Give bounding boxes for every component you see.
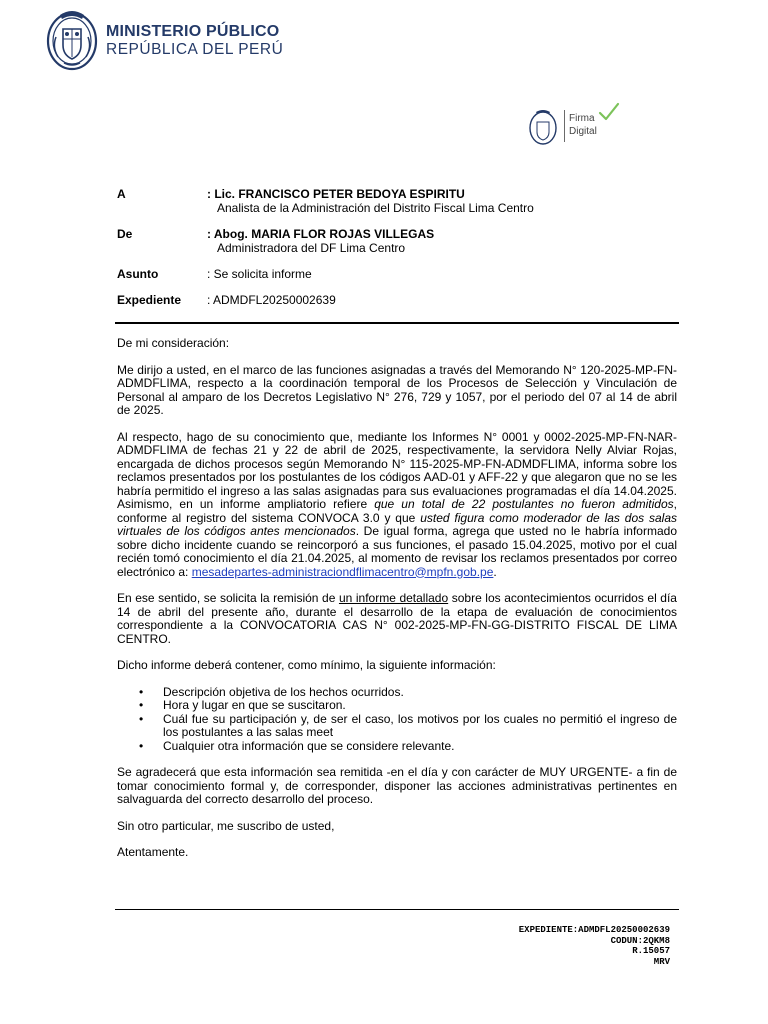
digital-label: Digital: [569, 126, 597, 137]
paragraph-3: En ese sentido, se solicita la remisión de un informe detallado sobre los acontecimientos ocurridos el día 14 de abril del presente año, durante el desarrollo de la etapa de evaluación de conocimientos correspondiente a la CONVOCATORIA CAS N° 002-2025-MP-FN-GG-DISTRITO FISCAL DE LIMA CENTRO.: [117, 591, 677, 646]
footer-divider: [115, 909, 679, 910]
document-references: [440, 925, 670, 967]
paragraph-1: Me dirijo a usted, en el marco de las funciones asignadas a través del Memorando N° 120-2025-MP-FN-ADMDFLIMA, respecto a la coordinación temporal de los Procesos de Selección y Vinculación de Personal al amparo de los Decretos Legislativo N° 276, 729 y 1057, por el periodo del 07 al 14 de abril de 2025.: [117, 362, 677, 417]
firma-digital-badge: [528, 104, 628, 148]
badge-separator: [564, 110, 565, 142]
field-a-label: A: [117, 187, 126, 201]
coat-of-arms-icon: [46, 7, 98, 71]
field-asunto-label: Asunto: [117, 267, 159, 281]
field-a-value: : Lic. FRANCISCO PETER BEDOYA ESPIRITU: [207, 187, 465, 201]
ref-initials: MRV: [653, 956, 670, 967]
closing: Atentamente.: [117, 845, 189, 859]
paragraph-5: Se agradecerá que esta información sea remitida -en el día y con carácter de MUY URGENTE- a fin de tomar conocimiento formal y, de corresponder, disponer las acciones administrativas pertinentes en salvaguarda del correcto desarrollo del proceso.: [117, 765, 677, 806]
field-de-value: MARIA FLOR ROJAS VILLEGAS: [251, 227, 435, 241]
field-asunto-value: : Se solicita informe: [207, 267, 312, 281]
ministerio-logo: [46, 7, 486, 71]
paragraph-4: Dicho informe deberá contener, como mínimo, la siguiente información:: [117, 658, 496, 672]
checkmark-icon: [598, 102, 620, 122]
ref-codun: CODUN:2QKM8: [610, 935, 670, 946]
field-de-label: De: [117, 227, 133, 241]
ref-expediente: EXPEDIENTE:ADMDFL20250002639: [518, 925, 670, 935]
field-de-subtitle: Administradora del DF Lima Centro: [217, 241, 406, 255]
paragraph-6: Sin otro particular, me suscribo de usted,: [117, 818, 335, 833]
list-item: • Cualquier otra información que se considere relevante.: [117, 740, 677, 754]
field-de-prefix: : Abog.: [207, 227, 252, 241]
header-divider: [115, 322, 679, 324]
firma-label: Firma: [569, 113, 595, 124]
field-a-subtitle: Analista de la Administración del Distrito Fiscal Lima Centro: [217, 201, 534, 215]
letter-body: [117, 337, 677, 873]
greeting: De mi consideración:: [117, 336, 230, 350]
field-expediente-label: Expediente: [117, 293, 182, 307]
paragraph-2: Al respecto, hago de su conocimiento que, mediante los Informes N° 0001 y 0002-2025-MP-FN-NAR-ADMDFLIMA de fechas 21 y 22 de abril de 2025, respectivamente, la servidora Nelly Alviar Rojas, encargada de dichos procesos según Memorando N° 115-2025-MP-FN-ADMDFLIMA, informa sobre los reclamos presentados por los postulantes de los códigos AAD-01 y AFF-22 y que alegaron que no se les habría permitido el ingreso a las salas asignadas para sus evaluaciones programadas el día 14.04.2025. Asimismo, en un informe ampliatorio refiere que un total de 22 postulantes no fueron admitidos, conforme al registro del sistema CONVOCA 3.0 y que usted figura como moderador de las dos salas virtuales de los códigos antes mencionados. De igual forma, agrega que usted no le habría informado sobre dicho incidente cuando se reincorporó a sus funciones, el pasado 15.04.2025, motivo por el cual recién tomó conocimiento el día 21.04.2025, al momento de revisar los reclamos presentados por correo electrónico a: mesadepartes-administraciondflimacentro@mpfn.gob.pe.: [117, 429, 677, 579]
brand-subtitle: REPÚBLICA DEL PERÚ: [106, 41, 284, 58]
ref-r: R.15057: [632, 946, 670, 956]
list-item: • Hora y lugar en que se suscitaron.: [117, 699, 677, 713]
field-de-line: [207, 227, 434, 241]
list-item: • Cuál fue su participación y, de ser el caso, los motivos por los cuales no permitió el ingreso de los postulantes a las salas meet: [117, 713, 677, 740]
email-link[interactable]: mesadepartes-administraciondflimacentro@mpfn.gob.pe: [191, 564, 494, 579]
list-item: • Descripción objetiva de los hechos ocurridos.: [117, 686, 677, 700]
requirements-list: [117, 686, 677, 754]
brand-title: MINISTERIO PÚBLICO: [106, 23, 280, 40]
field-expediente-value: : ADMDFL20250002639: [207, 293, 336, 307]
seal-icon: [528, 106, 558, 146]
